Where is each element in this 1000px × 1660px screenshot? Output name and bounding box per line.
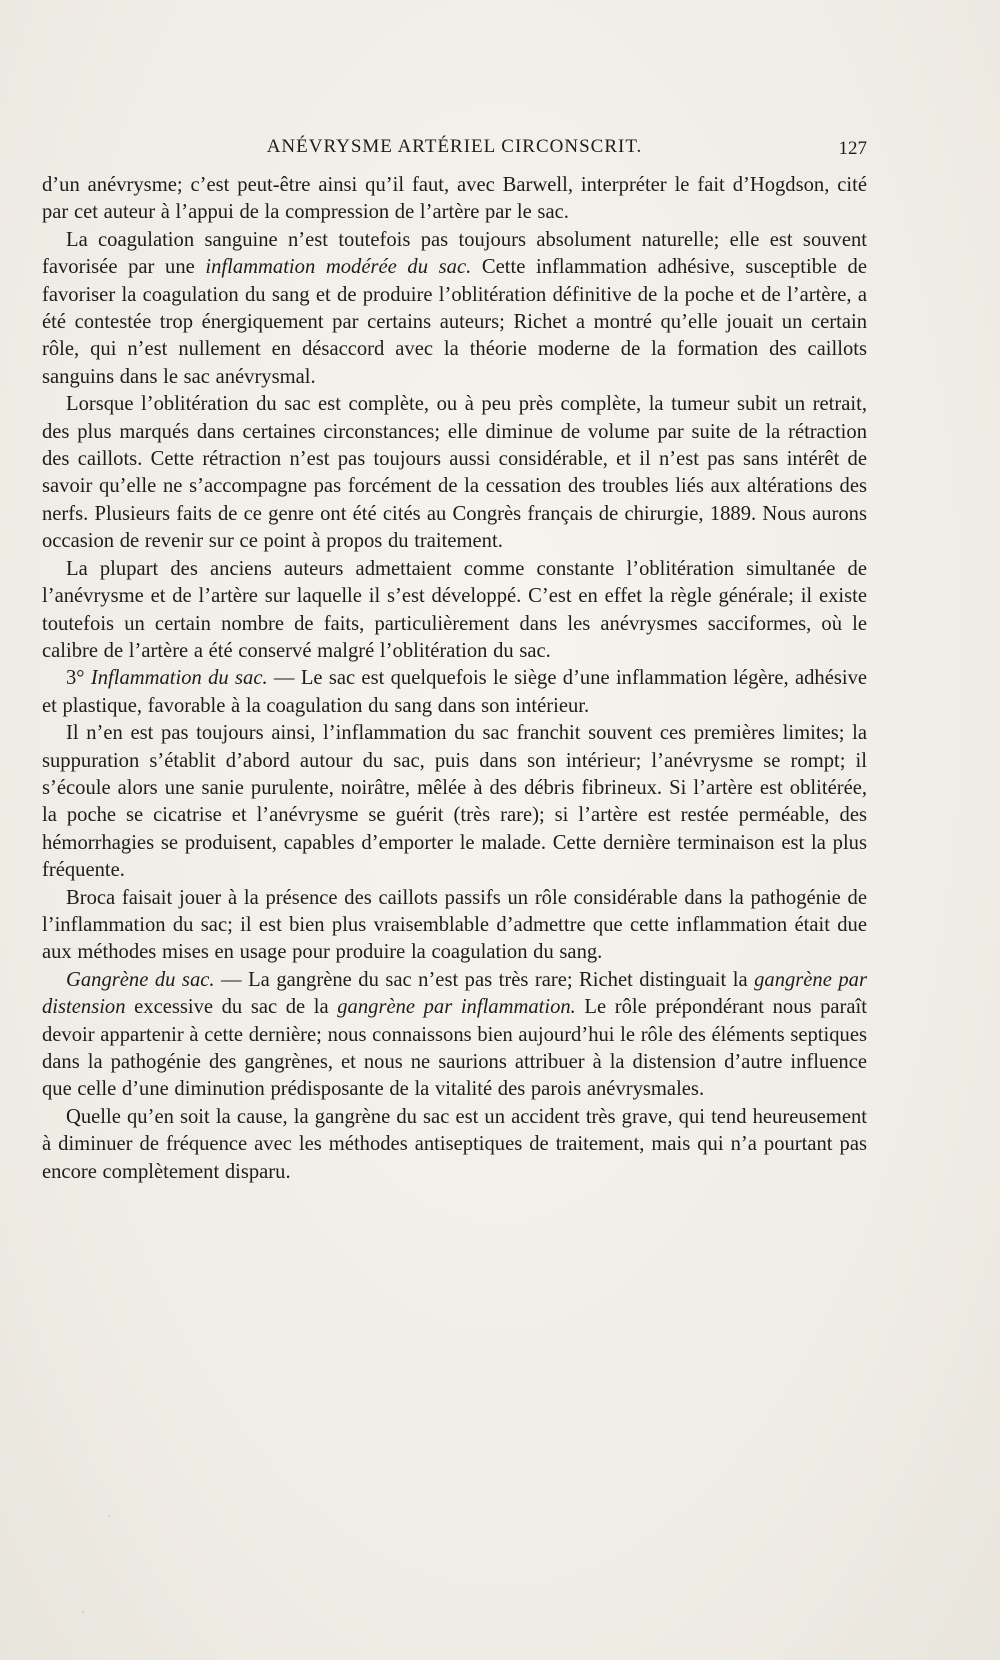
page-number: 127 [838, 138, 867, 159]
text-run: d’un anévrysme; c’est peut-être ainsi qu’il faut, avec Barwell, interpréter le fait d’Hogdson, cité par cet auteur à l’appui de la compression de l’artère par le sac. [42, 174, 867, 224]
italic-text-run: Gangrène du sac. [66, 968, 215, 991]
paragraph [42, 720, 867, 884]
italic-text-run: Inflammation du sac. [90, 667, 268, 690]
text-run: excessive du sac de la [125, 996, 338, 1019]
paragraph [42, 1104, 867, 1186]
text-run: 3° [66, 667, 91, 690]
paragraph [42, 967, 867, 1104]
italic-text-run: inflammation modérée du sac. [205, 256, 472, 279]
text-run: Quelle qu’en soit la cause, la gangrène du sac est un accident très grave, qui tend heureusement à diminuer de fréquence avec les méthodes antiseptiques de traitement, mais qui n’a pourtant pas encore complètement disparu. [42, 1105, 867, 1183]
text-run: Cette inflammation adhésive, susceptible de favoriser la coagulation du sang et de produire l’oblitération définitive de la poche et de l’artère, a été contestée trop énergiquement par certains auteurs; Richet a montré qu’elle jouait un certain rôle, qui n’est nullement en désaccord avec la théorie moderne de la formation des caillots sanguins dans le sac anévrysmal. [42, 256, 867, 388]
paragraph [42, 391, 867, 555]
text-run: Il n’en est pas toujours ainsi, l’inflammation du sac franchit souvent ces premières limites; la suppuration s’établit d’abord autour du sac, puis dans son intérieur; l’anévrysme se rompt; il s’écoule alors une sanie purulente, noirâtre, mêlée à des débris fibrineux. Si l’artère est oblitérée, la poche se cicatrise et l’anévrysme se guérit (très rare); si l’artère est restée perméable, des hémorrhagies se produisent, capables d’emporter le malade. Cette dernière terminaison est la plus fréquente. [42, 722, 867, 882]
text-run: Le rôle prépondérant nous paraît devoir appartenir à cette dernière; nous connaissons bien aujourd’hui le rôle des éléments septiques dans la pathogénie des gangrènes, et nous ne saurions attribuer à la distension d’autre influence que celle d’une diminution prédisposante de la vitalité des parois anévrysmales. [42, 996, 867, 1101]
body-text [42, 172, 867, 1186]
paragraph [42, 556, 867, 666]
running-title: ANÉVRYSME ARTÉRIEL CIRCONSCRIT. [266, 136, 643, 157]
text-run: Lorsque l’oblitération du sac est complète, ou à peu près complète, la tumeur subit un retrait, des plus marqués dans certaines circonstances; elle diminue de volume par suite de la rétraction des caillots. Cette rétraction n’est pas toujours aussi considérable, et il n’est pas sans intérêt de savoir qu’elle ne s’accompagne pas forcément de la cessation des troubles liés aux altérations des nerfs. Plusieurs faits de ce genre ont été cités au Congrès français de chirurgie, 1889. Nous aurons occasion de revenir sur ce point à propos du traitement. [42, 393, 867, 553]
text-run: — Le sac est quelquefois le siège d’une inflammation légère, adhésive et plastique, favorable à la coagulation du sang dans son intérieur. [42, 667, 868, 717]
page-header [42, 136, 867, 166]
paragraph [42, 172, 867, 227]
ink-speck: · [82, 1608, 85, 1617]
italic-text-run: gangrène par inflammation. [337, 996, 576, 1019]
text-run: Broca faisait jouer à la présence des caillots passifs un rôle considérable dans la pathogénie de l’inflammation du sac; il est bien plus vraisemblable d’admettre que cette inflammation était due aux méthodes mises en usage pour produire la coagulation du sang. [42, 886, 867, 964]
paragraph [42, 665, 867, 720]
paragraph [42, 885, 867, 967]
paragraph [42, 227, 867, 391]
italic-text-run: gangrène par distension [42, 968, 867, 1019]
ink-speck: · [108, 1512, 111, 1521]
text-run: La plupart des anciens auteurs admettaient comme constante l’oblitération simultanée de l’anévrysme et de l’artère sur laquelle il s’est développé. C’est en effet la règle générale; il existe toutefois un certain nombre de faits, particulièrement dans les anévrysmes sacciformes, où le calibre de l’artère a été conservé malgré l’oblitération du sac. [42, 557, 867, 662]
text-run: — La gangrène du sac n’est pas très rare; Richet distinguait la [214, 968, 755, 991]
text-run: La coagulation sanguine n’est toutefois pas toujours absolument naturelle; elle est souvent favorisée par une [42, 228, 867, 279]
